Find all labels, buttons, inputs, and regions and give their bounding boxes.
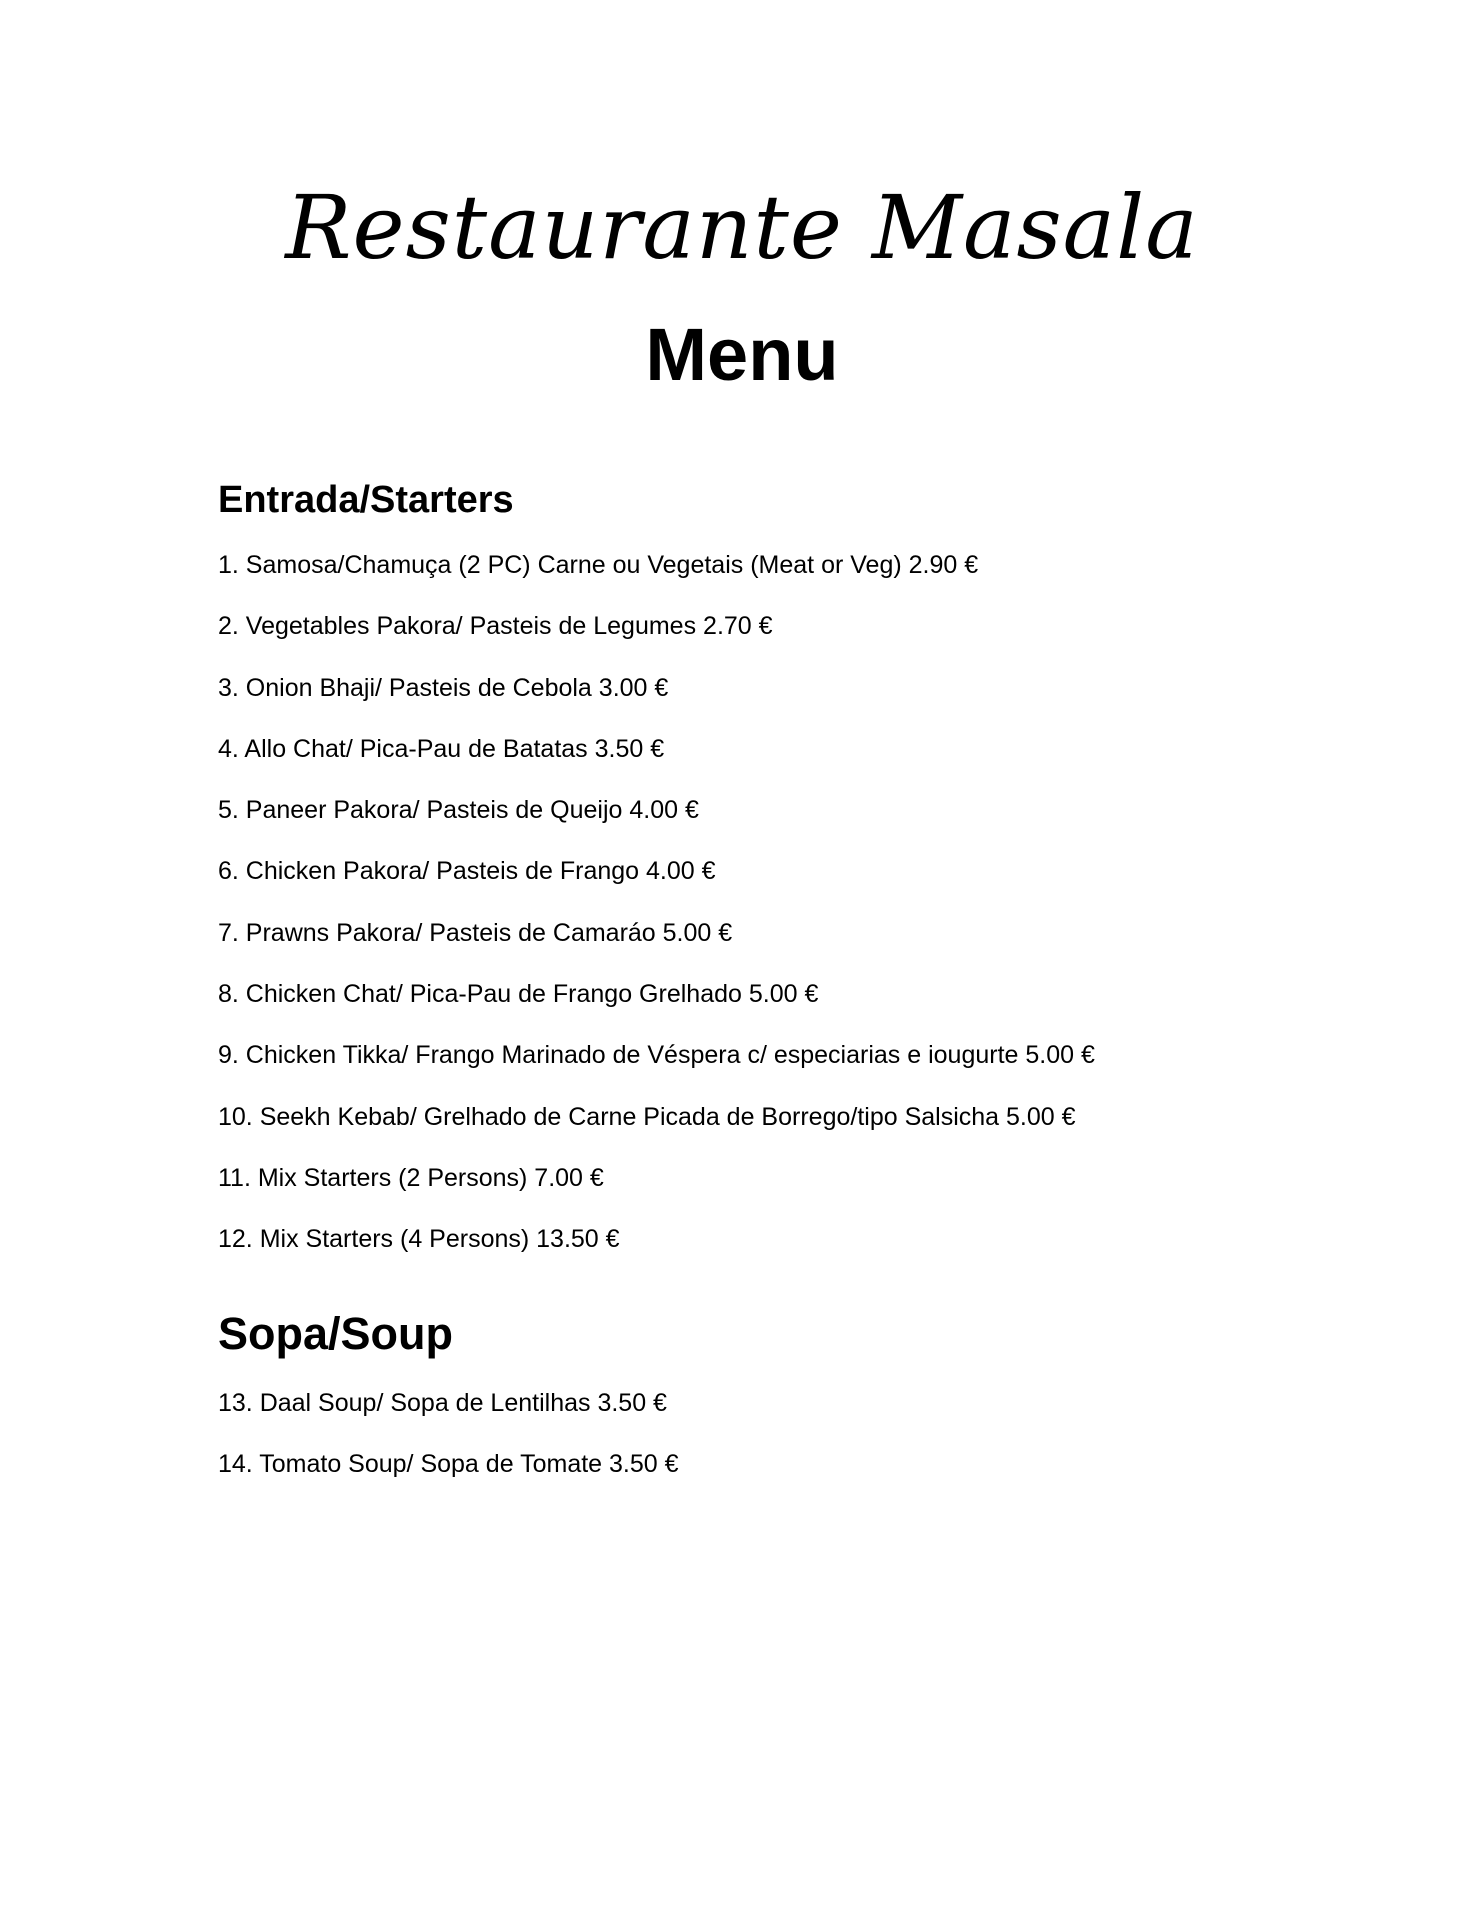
starter-item-chicken-tikka: 9. Chicken Tikka/ Frango Marinado de Véspera c/ especiarias e iougurte 5.00 € — [218, 1041, 1095, 1070]
starter-item-onion-bhaji: 3. Onion Bhaji/ Pasteis de Cebola 3.00 € — [218, 673, 669, 702]
starter-item-seekh-kebab: 10. Seekh Kebab/ Grelhado de Carne Picada de Borrego/tipo Salsicha 5.00 € — [218, 1102, 1076, 1131]
starter-item-vegetable-pakora: 2. Vegetables Pakora/ Pasteis de Legumes 2.70 € — [218, 612, 773, 641]
soups-heading: Sopa/Soup — [218, 1308, 453, 1359]
menu-title: Menu — [645, 313, 839, 396]
starters-list — [218, 549, 1095, 1285]
starter-item-chicken-pakora: 6. Chicken Pakora/ Pasteis de Frango 4.00 € — [218, 857, 716, 886]
starter-item-mix-two-persons: 11. Mix Starters (2 Persons) 7.00 € — [218, 1163, 604, 1192]
starter-item-mix-four-persons: 12. Mix Starters (4 Persons) 13.50 € — [218, 1225, 620, 1254]
starter-item-paneer-pakora: 5. Paneer Pakora/ Pasteis de Queijo 4.00 € — [218, 796, 699, 825]
soup-item-daal: 13. Daal Soup/ Sopa de Lentilhas 3.50 € — [218, 1389, 667, 1417]
restaurant-name: Restaurante Masala — [285, 176, 1199, 279]
soups-list — [218, 1387, 679, 1510]
starter-item-allo-chat: 4. Allo Chat/ Pica-Pau de Batatas 3.50 € — [218, 734, 665, 763]
starter-item-prawns-pakora: 7. Prawns Pakora/ Pasteis de Camaráo 5.00 € — [218, 918, 733, 947]
soup-item-tomato: 14. Tomato Soup/ Sopa de Tomate 3.50 € — [218, 1450, 679, 1479]
starter-item-chicken-chat: 8. Chicken Chat/ Pica-Pau de Frango Grelhado 5.00 € — [218, 980, 819, 1009]
starter-item-samosa: 1. Samosa/Chamuça (2 PC) Carne ou Vegetais (Meat or Veg) 2.90 € — [218, 551, 979, 579]
starters-heading: Entrada/Starters — [218, 479, 514, 521]
